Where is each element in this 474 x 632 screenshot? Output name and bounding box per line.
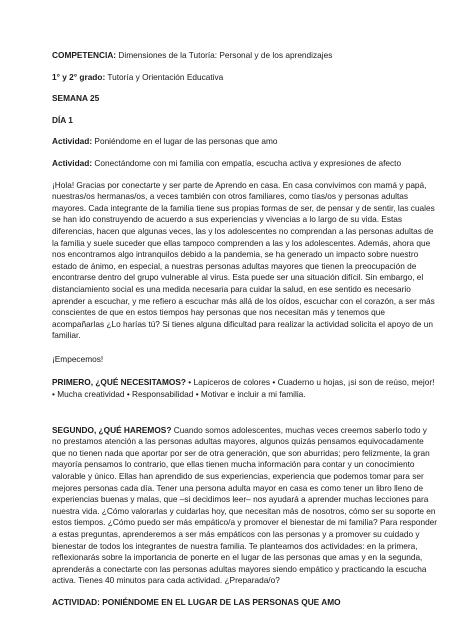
competencia-text: Dimensiones de la Tutoría: Personal y de los aprendizajes (116, 50, 333, 60)
segundo-text: Cuando somos adolescentes, muchas veces creemos saberlo todo y no prestamos atención a las personas adultas mayores, algunos quizás pensamos equivocadamente que no tienen nada que aportar por ser de otra generación, que son aburridas; pero felizmente, la gran mayoría pensamos lo contrario, que ellas tienen mucha información para contar y un conocimiento valorable y único. Ellas han aprendido de sus experiencias, experiencia que podemos tomar para ser mejores personas cada día. Tener una persona adulta mayor en casa es como tener un libro lleno de experiencias buenas y malas, que –si decidimos leer– nos ayudará a aprender muchas lecciones para nuestra vida. ¿Cómo valorarlas y cuidarlas hoy, que necesitan más de nosotros, cómo ser su soporte en estos tiempos. ¿Cómo puedo ser más empático/a y promover el bienestar de mi familia? Para responder a estas preguntas, aprenderemos a ser más empáticos con las personas y a promover su cuidado y bienestar de todos los integrantes de nuestra familia. Te planteamos dos actividades: en la primera, reflexionarás sobre la importancia de ponerte en el lugar de las personas que amas y en la segunda, aprenderás a conectarte con las personas adultas mayores siendo empático y practicando la escucha activa. Tienes 40 minutos para cada actividad. ¿Preparada/o? (52, 424, 438, 586)
empecemos-line: ¡Empecemos! (52, 353, 104, 364)
competencia-label: COMPETENCIA: (52, 50, 117, 60)
grado-label: 1° y 2° grado: (52, 71, 106, 82)
actividad-label-1: Actividad: (52, 136, 93, 147)
semana-heading: SEMANA 25 (52, 93, 100, 104)
grado-text: Tutoría y Orientación Educativa (105, 71, 224, 82)
segundo-label: SEGUNDO, ¿QUÉ HAREMOS? (52, 424, 172, 435)
actividad-line-1 (52, 136, 438, 148)
primero-text: • Lapiceros de colores • Cuaderno u hojas, ¡si son de reúso, mejor! • Mucha creatividad • Responsabilidad • Motivar e incluir a mi familia. (52, 377, 435, 400)
actividad-text-1: Poniéndome en el lugar de las personas que amo (92, 136, 278, 147)
segundo-paragraph (52, 425, 438, 587)
primero-paragraph (52, 377, 438, 400)
intro-paragraph: ¡Hola! Gracias por conectarte y ser parte de Aprendo en casa. En casa convivimos con mamá y papá, nuestras/os hermanas/os, a veces también con otros familiares, como tías/os y personas adultas mayores. Cada integrante de la familia tiene sus propias formas de ser, de pensar y de sentir, las cuales se han ido construyendo de acuerdo a sus experiencias y vivencias a lo largo de su vida. Estas diferencias, hacen que algunas veces, las y los adolescentes no comprendan a las personas adultas de la familia y suele suceder que ellas tampoco comprenden a las y los adolescentes. Además, ahora que nos encontramos algo intranquilos debido a la pandemia, se ha generado un impacto sobre nuestro estado de ánimo, en especial, a nuestras personas adultas mayores que tienen la preocupación de encontrarse dentro del grupo vulnerable al virus. Esta puede ser una situación difícil. Sin embargo, el distanciamiento social es una medida necesaria para cuidar la salud, en ese sentido es necesario aprender a escuchar, y me refiero a escuchar más allá de los oídos, escuchar con el corazón, a ser más conscientes de que en estos tiempos hay personas que nos necesitan más y tenemos que acompañarlas ¿Lo harías tú? Si tienes alguna dificultad para realizar la actividad solicita el apoyo de un familiar. (52, 179, 435, 341)
actividad-label-2: Actividad: (52, 157, 93, 168)
actividad-line-2 (52, 158, 438, 170)
competencia-line (52, 50, 438, 62)
dia-heading: DÍA 1 (52, 114, 73, 125)
final-activity-heading: ACTIVIDAD: PONIÉNDOME EN EL LUGAR DE LAS PERSONAS QUE AMO (52, 596, 341, 607)
grado-line (52, 72, 438, 84)
actividad-text-2: Conectándome con mi familia con empatía, escucha activa y expresiones de afecto (92, 157, 402, 168)
primero-label: PRIMERO, ¿QUÉ NECESITAMOS? (52, 377, 186, 388)
